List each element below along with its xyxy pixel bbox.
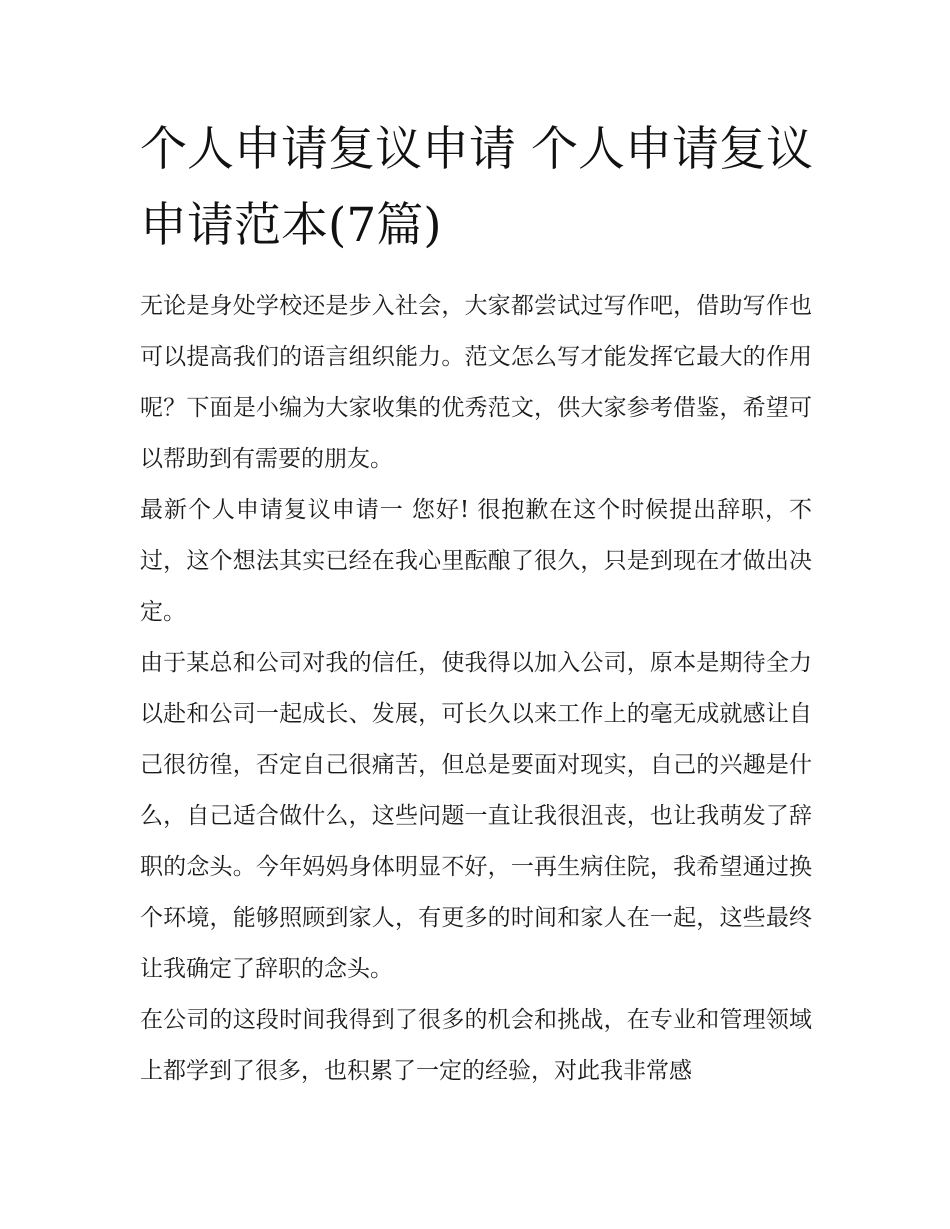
paragraph-intro: 无论是身处学校还是步入社会，大家都尝试过写作吧，借助写作也可以提高我们的语言组织能力。范文怎么写才能发挥它最大的作用呢？下面是小编为大家收集的优秀范文，供大家参考借鉴，希望可以帮助到有需要的朋友。: [140, 293, 812, 472]
page-title: 个人申请复议申请 个人申请复议申请范本(7篇): [140, 122, 813, 253]
document-body: [140, 281, 812, 1097]
paragraph-opening: 最新个人申请复议申请一 您好! 很抱歉在这个时候提出辞职，不过，这个想法其实已经在我心里酝酿了很久，只是到现在才做出决定。: [140, 497, 812, 625]
paragraph-gratitude: 在公司的这段时间我得到了很多的机会和挑战，在专业和管理领域上都学到了很多，也积累了一定的经验，对此我非常感: [140, 1007, 812, 1084]
paragraph-reasons: 由于某总和公司对我的信任，使我得以加入公司，原本是期待全力以赴和公司一起成长、发展，可长久以来工作上的毫无成就感让自己很彷徨，否定自己很痛苦，但总是要面对现实，自己的兴趣是什么，自己适合做什么，这些问题一直让我很沮丧，也让我萌发了辞职的念头。今年妈妈身体明显不好，一再生病住院，我希望通过换个环境，能够照顾到家人，有更多的时间和家人在一起，这些最终让我确定了辞职的念头。: [140, 650, 812, 982]
